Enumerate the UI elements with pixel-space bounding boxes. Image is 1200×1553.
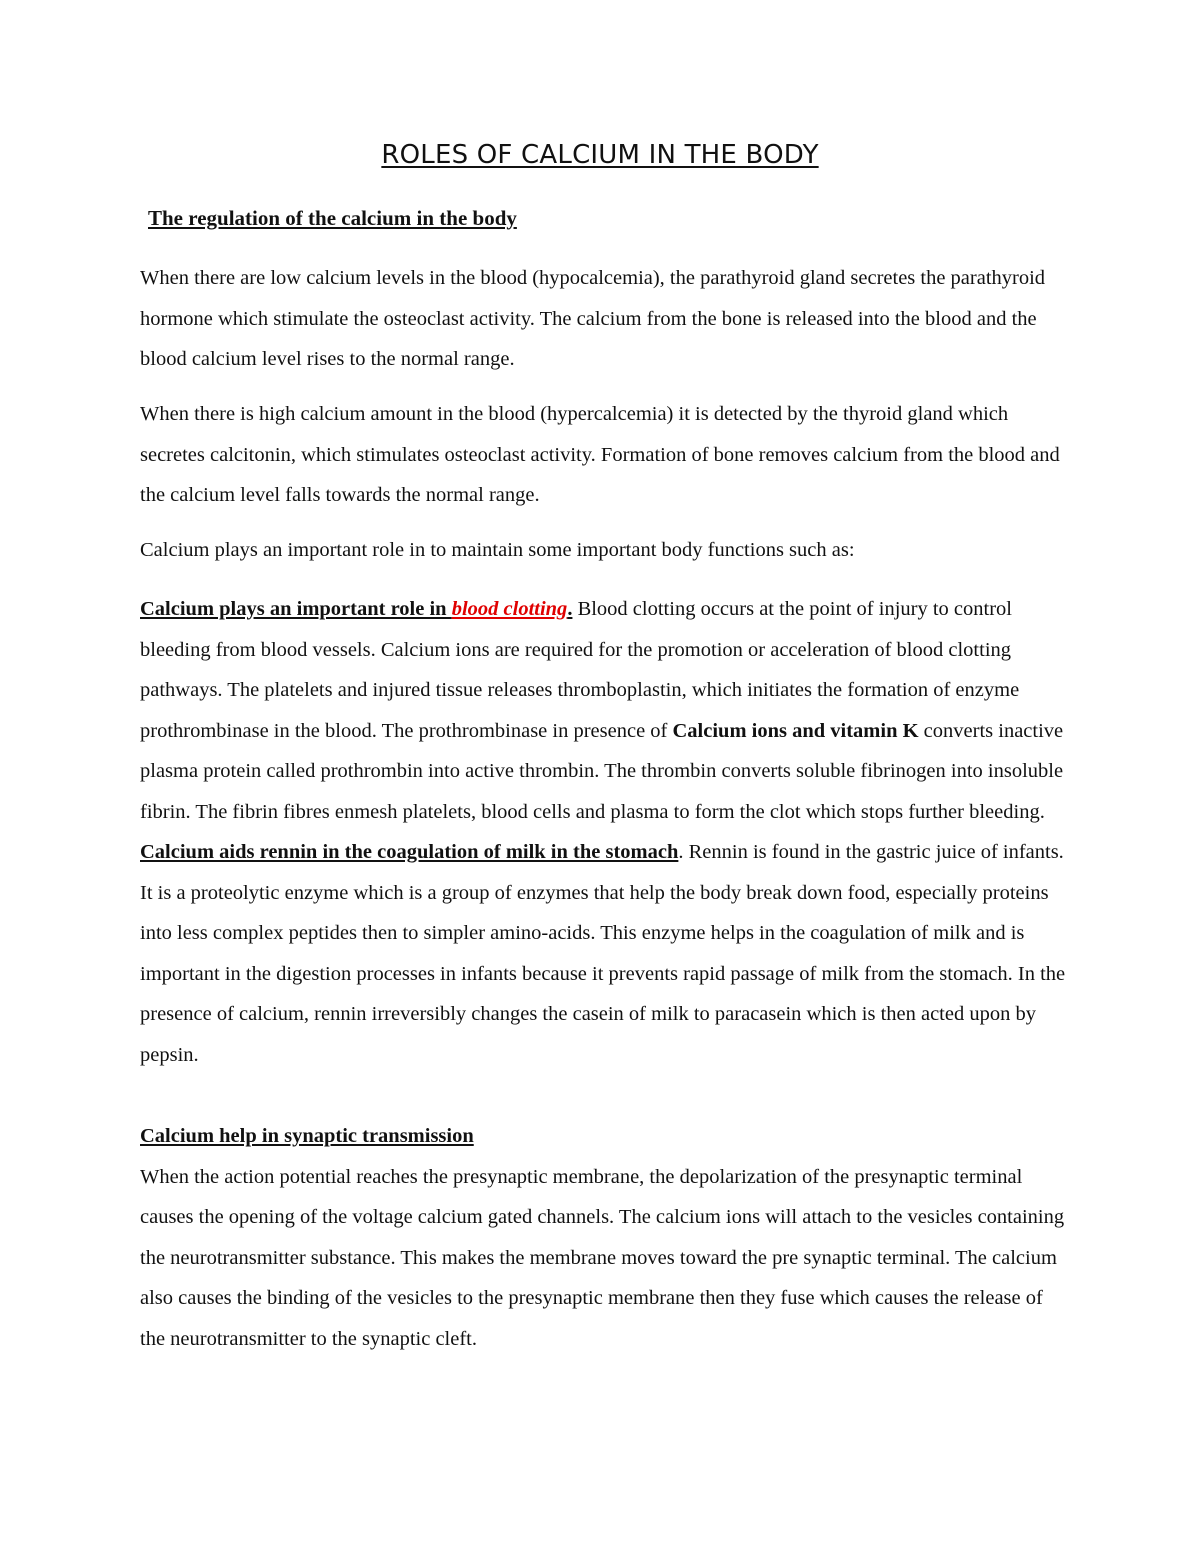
synaptic-text: When the action potential reaches the presynaptic membrane, the depolarization of the presynaptic terminal causes the opening of the voltage calcium gated channels. The calcium ions will attach to the vesicles containing the neurotransmitter substance. This makes the membrane moves toward the pre synaptic terminal. The calcium also causes the binding of the vesicles to the presynaptic membrane then they fuse which causes the release of the neurotransmitter to the synaptic cleft. — [140, 1165, 1065, 1350]
paragraph-functions — [140, 589, 1070, 1075]
rennin-heading: Calcium aids rennin in the coagulation of milk in the stomach — [140, 841, 679, 863]
paragraph-synaptic — [140, 1116, 1070, 1359]
clotting-heading-highlight: blood clotting — [451, 598, 568, 620]
paragraph-functions-intro: Calcium plays an important role in to maintain some important body functions such as: — [140, 539, 855, 561]
section-subheading: The regulation of the calcium in the body — [148, 206, 517, 230]
document-title: ROLES OF CALCIUM IN THE BODY — [381, 140, 819, 170]
clotting-text-b: converts inactive plasma protein called prothrombin into active thrombin. The thrombin converts soluble fibrinogen into insoluble fibrin. The fibrin fibres enmesh platelets, blood cells and plasma to form the clot which stops further bleeding. — [140, 719, 1064, 823]
paragraph-hypercalcemia: When there is high calcium amount in the blood (hypercalcemia) it is detected by the thyroid gland which secretes calcitonin, which stimulates osteoclast activity. Formation of bone removes calcium from the blood and the calcium level falls towards the normal range. — [140, 403, 1060, 506]
clotting-bold-term: Calcium ions and vitamin K — [672, 719, 919, 742]
clotting-heading-end: . — [567, 598, 573, 620]
clotting-text-a: Blood clotting occurs at the point of injury to control bleeding from blood vessels. Calcium ions are required for the promotion or acceleration of blood clotting pathways. The platelets and injured tissue releases thromboplastin, which initiates the formation of enzyme prothrombinase in the blood. The prothrombinase in presence of — [140, 598, 1020, 742]
rennin-text: . Rennin is found in the gastric juice of infants. It is a proteolytic enzyme which is a group of enzymes that help the body break down food, especially proteins into less complex peptides then to simpler amino-acids. This enzyme helps in the coagulation of milk and is important in the digestion processes in infants because it prevents rapid passage of milk from the stomach. In the presence of calcium, rennin irreversibly changes the casein of milk to paracasein which is then acted upon by pepsin. — [140, 841, 1066, 1066]
paragraph-hypocalcemia: When there are low calcium levels in the blood (hypocalcemia), the parathyroid gland secretes the parathyroid hormone which stimulate the osteoclast activity. The calcium from the bone is released into the blood and the blood calcium level rises to the normal range. — [140, 267, 1046, 370]
clotting-heading: Calcium plays an important role in — [140, 598, 452, 620]
synaptic-heading: Calcium help in synaptic transmission — [140, 1125, 474, 1147]
